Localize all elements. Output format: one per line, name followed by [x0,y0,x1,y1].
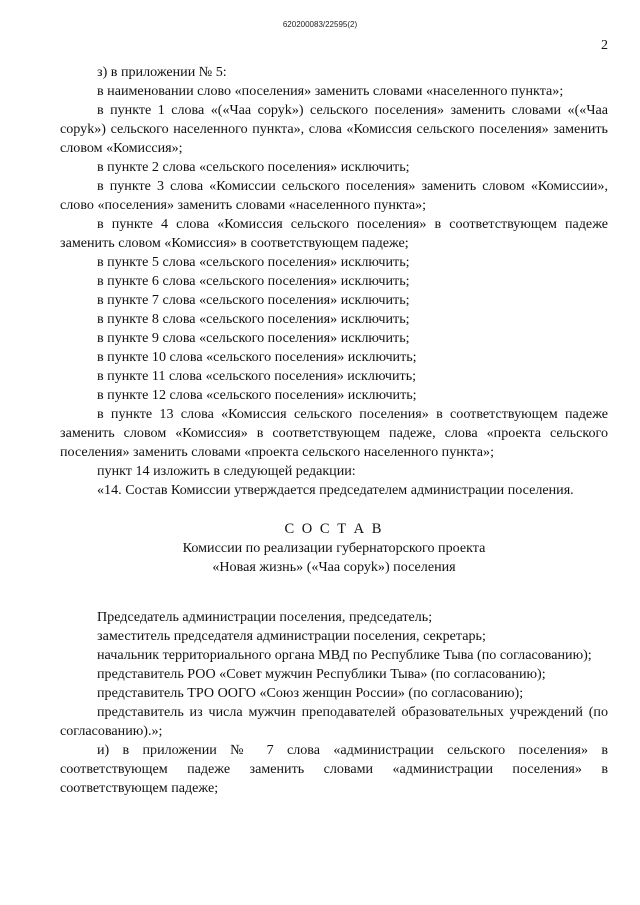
paragraph-point-13: в пункте 13 слова «Комиссия сельского поселения» в соответствующем падеже заменить словом «Комиссия» в соответствующем падеже, слова «проекта сельского поселения» заменить словами «проекта сельского населенного пункта»; [60,406,608,460]
document-body [60,63,608,798]
composition-subtitle-line-1: Комиссии по реализации губернаторского проекта [182,540,486,556]
member-chairman: Председатель администрации поселения, председатель; [97,609,433,625]
member-teachers: представитель из числа мужчин преподавателей образовательных учреждений (по согласованию).»; [60,704,608,739]
paragraph-point-11: в пункте 11 слова «сельского поселения» исключить; [97,368,417,384]
paragraph-point-10: в пункте 10 слова «сельского поселения» исключить; [97,349,417,365]
paragraph-naming: в наименовании слово «поселения» заменить словами «населенного пункта»; [97,83,564,99]
paragraph-item-z: з) в приложении № 5: [97,64,227,80]
paragraph-point-5: в пункте 5 слова «сельского поселения» исключить; [97,254,410,270]
paragraph-point-9: в пункте 9 слова «сельского поселения» исключить; [97,330,410,346]
document-id: 620200083/22595(2) [282,20,358,29]
paragraph-point-6: в пункте 6 слова «сельского поселения» исключить; [97,273,410,289]
member-women-union: представитель ТРО ООГО «Союз женщин России» (по согласованию); [97,685,524,701]
composition-title: С О С Т А В [284,521,384,537]
paragraph-point-1: в пункте 1 слова «(«Чаа соруk») сельского поселения» заменить словами «(«Чаа соруk») сельского населенного пункта», слова «Комиссия сельского поселения» заменить словом «Комиссия»; [60,102,608,156]
composition-subtitle-line-2: «Новая жизнь» («Чаа соруk») поселения [212,559,456,575]
member-men-council: представитель РОО «Совет мужчин Республики Тыва» (по согласованию); [97,666,546,682]
spacer [60,577,608,596]
paragraph-point-3: в пункте 3 слова «Комиссии сельского поселения» заменить словом «Комиссии», слово «поселения» заменить словами «населенного пункта»; [60,178,608,213]
paragraph-point-7: в пункте 7 слова «сельского поселения» исключить; [97,292,410,308]
paragraph-point-14-text: «14. Состав Комиссии утверждается председателем администрации поселения. [97,482,574,498]
paragraph-point-12: в пункте 12 слова «сельского поселения» исключить; [97,387,417,403]
member-mvd-head: начальник территориального органа МВД по Республике Тыва (по согласованию); [97,647,592,663]
spacer [60,596,608,608]
paragraph-point-8: в пункте 8 слова «сельского поселения» исключить; [97,311,410,327]
member-deputy: заместитель председателя администрации поселения, секретарь; [97,628,486,644]
paragraph-item-i: и) в приложении № 7 слова «администрации сельского поселения» в соответствующем падеже заменить словами «администрации поселения» в соответствующем падеже; [60,742,608,796]
paragraph-point-4: в пункте 4 слова «Комиссия сельского поселения» в соответствующем падеже заменить словом «Комиссия» в соответствующем падеже; [60,216,608,251]
paragraph-point-2: в пункте 2 слова «сельского поселения» исключить; [97,159,410,175]
paragraph-point-14-intro: пункт 14 изложить в следующей редакции: [97,463,356,479]
page-number: 2 [601,38,608,53]
